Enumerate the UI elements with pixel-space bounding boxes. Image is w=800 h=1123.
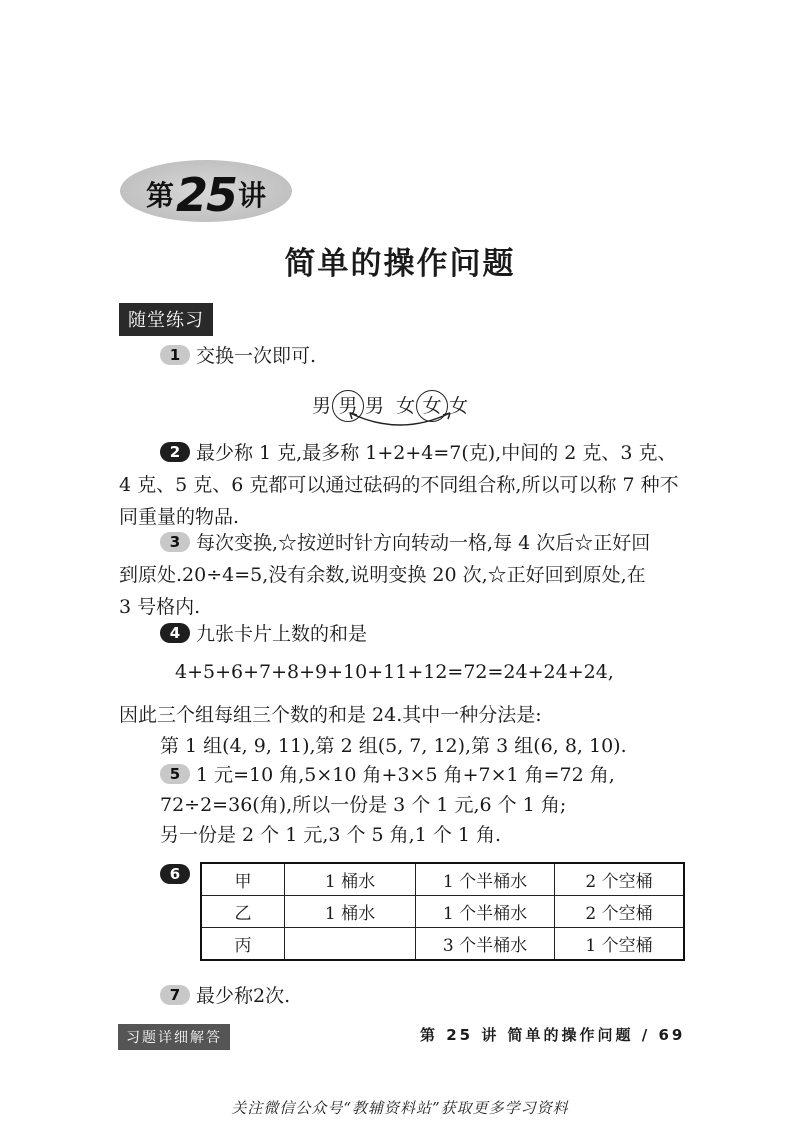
footer-tag: 习题详细解答	[118, 1024, 230, 1050]
item-5-line-3: 另一份是 2 个 1 元,3 个 5 角,1 个 1 角.	[160, 824, 502, 846]
table-cell: 1 个半桶水	[416, 863, 555, 896]
item-2: 2 最少称 1 克,最多称 1+2+4=7(克),中间的 2 克、3 克、	[160, 440, 677, 466]
lecture-number-label: 第25讲	[146, 168, 267, 222]
item-4-equation: 4+5+6+7+8+9+10+11+12=72=24+24+24,	[175, 661, 614, 683]
promo-watermark: 关注微信公众号“教辅资料站”获取更多学习资料	[231, 1099, 569, 1117]
result-table	[200, 862, 685, 961]
circled-character: 女	[416, 390, 448, 422]
table-cell: 甲	[201, 863, 285, 896]
item-3-line-2: 到原处.20÷4=5,没有余数,说明变换 20 次,☆正好回到原处,在	[119, 564, 646, 586]
swap-diagram: 男 男 男 女 女 女	[312, 390, 468, 422]
item-4-line-2: 因此三个组每组三个数的和是 24.其中一种分法是:	[119, 704, 542, 726]
table-cell: 2 个空桶	[555, 863, 685, 896]
item-number-badge: 1	[160, 345, 190, 365]
item-2-line-2: 4 克、5 克、6 克都可以通过砝码的不同组合称,所以可以称 7 种不	[119, 474, 679, 496]
table-cell: 1 个半桶水	[416, 896, 555, 928]
table-cell: 乙	[201, 896, 285, 928]
table-cell: 丙	[201, 928, 285, 961]
table-cell: 3 个半桶水	[416, 928, 555, 961]
swap-arrow-icon	[340, 411, 470, 435]
table-row	[201, 863, 684, 896]
item-4-line-3: 第 1 组(4, 9, 11),第 2 组(5, 7, 12),第 3 组(6, 8, 10).	[160, 735, 627, 757]
table-cell	[285, 928, 416, 961]
table-row	[201, 928, 684, 961]
item-number-badge: 7	[160, 985, 190, 1005]
item-number-badge: 4	[160, 623, 190, 643]
item-2-line-3: 同重量的物品.	[119, 506, 240, 528]
item-number-badge: 2	[160, 442, 190, 462]
table-cell: 1 桶水	[285, 896, 416, 928]
item-number-badge: 3	[160, 532, 190, 552]
running-head: 第 25 讲 简单的操作问题 / 69	[420, 1026, 686, 1044]
circled-character: 男	[332, 390, 364, 422]
table-row	[201, 896, 684, 928]
page-title: 简单的操作问题	[284, 246, 516, 282]
item-number-badge: 5	[160, 764, 190, 784]
table-cell: 1 个空桶	[555, 928, 685, 961]
item-6	[160, 862, 196, 888]
item-1: 1 交换一次即可.	[160, 343, 316, 369]
item-5-line-2: 72÷2=36(角),所以一份是 3 个 1 元,6 个 1 角;	[160, 794, 567, 816]
item-4: 4 九张卡片上数的和是	[160, 621, 367, 647]
item-5: 5 1 元=10 角,5×10 角+3×5 角+7×1 角=72 角,	[160, 762, 615, 788]
item-number-badge: 6	[160, 864, 190, 884]
table-cell: 1 桶水	[285, 863, 416, 896]
table-cell: 2 个空桶	[555, 896, 685, 928]
item-7: 7 最少称2次.	[160, 983, 290, 1009]
item-3: 3 每次变换,☆按逆时针方向转动一格,每 4 次后☆正好回	[160, 530, 650, 556]
item-3-line-3: 3 号格内.	[119, 596, 201, 618]
section-tag: 随堂练习	[119, 303, 213, 336]
